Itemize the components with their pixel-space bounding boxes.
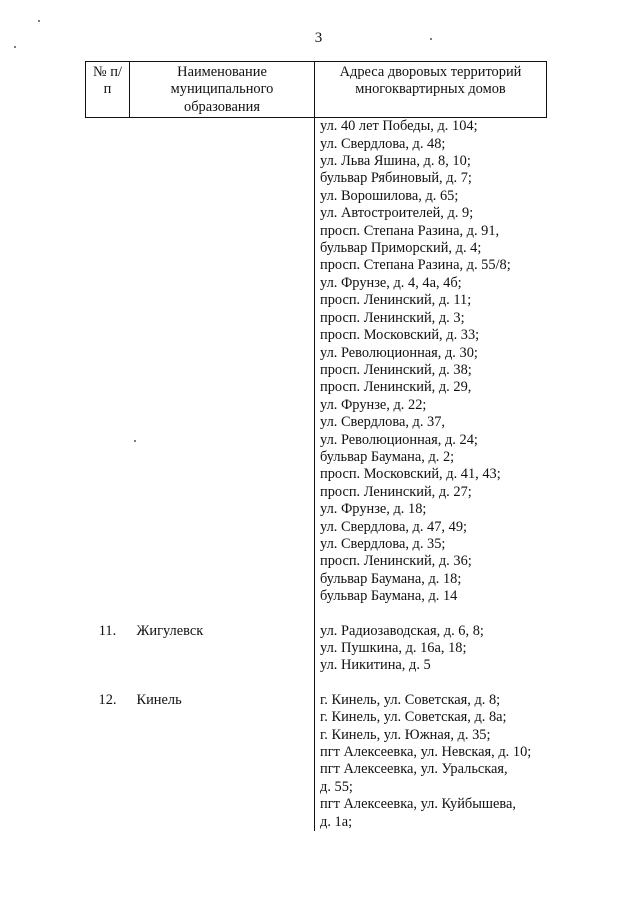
address-line: ул. Льва Яшина, д. 8, 10; [320,153,471,170]
address-line: просп. Ленинский, д. 3; [320,309,465,326]
cell-number: 12. [98,691,117,708]
address-line: пгт Алексеевка, ул. Куйбышева, [320,796,516,813]
address-line: ул. Свердлова, д. 47, 49; [320,518,468,535]
cell-addresses [315,118,547,606]
addresses-table [85,61,547,831]
address-line: ул. Фрунзе, д. 18; [320,501,427,518]
address-line: ул. 40 лет Победы, д. 104; [320,118,478,135]
address-line: ул. Свердлова, д. 37, [320,414,446,431]
address-line: ул. Радиозаводская, д. 6, 8; [320,622,484,639]
address-line: ул. Ворошилова, д. 65; [320,187,459,204]
cell-addresses [315,623,547,675]
address-line: д. 55; [320,778,353,795]
address-line: ул. Свердлова, д. 35; [320,535,446,552]
cell-name [130,118,315,606]
address-line: ул. Фрунзе, д. 4, 4а, 4б; [320,274,462,291]
address-line: ул. Свердлова, д. 48; [320,135,446,152]
address-line: бульвар Приморский, д. 4; [320,240,482,257]
table-row-continuation [86,118,547,606]
address-line: просп. Ленинский, д. 29, [320,379,472,396]
address-line: г. Кинель, ул. Южная, д. 35; [320,726,491,743]
header-addresses: Адреса дворовых территорий многоквартирных домов [315,62,547,118]
address-line: просп. Ленинский, д. 27; [320,483,472,500]
address-line: бульвар Баумана, д. 14 [320,588,458,605]
address-line: бульвар Баумана, д. 2; [320,448,455,465]
cell-number [86,118,130,606]
address-line: ул. Автостроителей, д. 9; [320,205,474,222]
page-number: 3 [314,30,323,46]
address-line: ул. Никитина, д. 5 [320,657,431,674]
table-header [86,62,547,118]
address-line: просп. Московский, д. 33; [320,327,480,344]
address-line: г. Кинель, ул. Советская, д. 8; [320,691,501,708]
address-line: просп. Московский, д. 41, 43; [320,466,501,483]
address-line: просп. Степана Разина, д. 91, [320,222,500,239]
address-line: г. Кинель, ул. Советская, д. 8а; [320,709,507,726]
address-line: бульвар Баумана, д. 18; [320,570,462,587]
address-line: просп. Ленинский, д. 36; [320,553,472,570]
row-spacer [86,675,547,692]
cell-name: Жигулевск [136,622,204,639]
table-row-kinel [86,692,547,831]
cell-number: 11. [98,622,117,639]
address-line: пгт Алексеевка, ул. Невская, д. 10; [320,744,532,761]
cell-name: Кинель [136,691,182,708]
address-line: просп. Ленинский, д. 11; [320,292,472,309]
header-number: № п/п [86,62,130,118]
address-line: просп. Ленинский, д. 38; [320,361,472,378]
address-line: ул. Пушкина, д. 16а, 18; [320,640,467,656]
scan-speck [134,440,136,442]
address-line: д. 1а; [320,813,353,830]
scan-speck [38,20,40,22]
row-spacer [86,606,547,623]
table-body [86,118,547,831]
address-line: ул. Революционная, д. 30; [320,344,478,361]
address-line: ул. Фрунзе, д. 22; [320,396,427,413]
address-line: ул. Революционная, д. 24; [320,431,478,448]
scan-speck [14,46,16,48]
address-line: просп. Степана Разина, д. 55/8; [320,257,511,274]
address-line: бульвар Рябиновый, д. 7; [320,170,472,187]
cell-addresses [315,692,547,831]
table-row-zhigulevsk [86,623,547,675]
scan-speck [430,38,432,40]
header-name: Наименование муниципального образования [130,62,315,118]
address-line: пгт Алексеевка, ул. Уральская, [320,761,508,778]
